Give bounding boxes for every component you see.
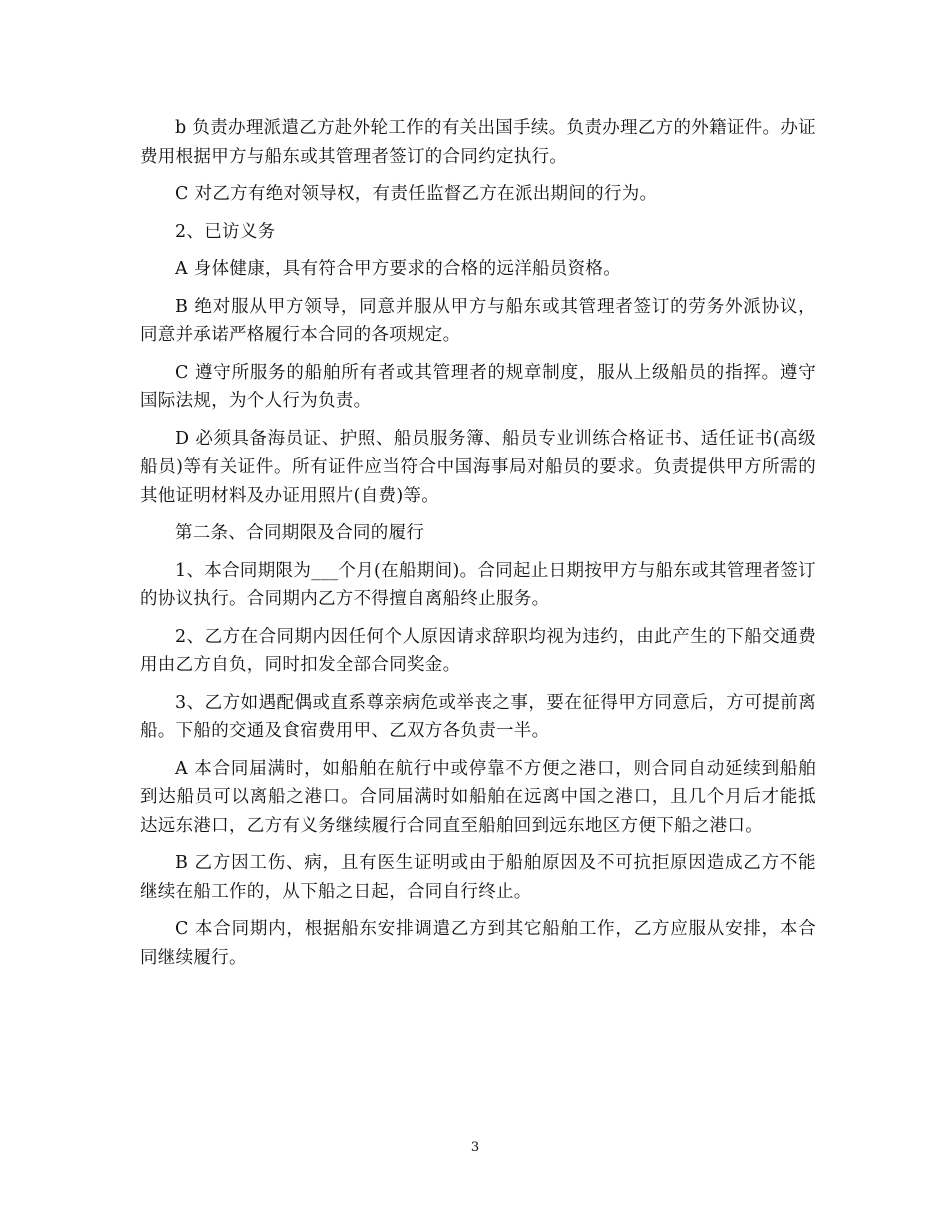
paragraph-b-passport-duties: b 负责办理派遣乙方赴外轮工作的有关出国手续。负责办理乙方的外籍证件。办证费用根据甲方与船东或其管理者签订的合同约定执行。 — [140, 118, 816, 167]
document-body — [140, 114, 816, 981]
paragraph-d-certificates: D 必须具备海员证、护照、船员服务簿、船员专业训练合格证书、适任证书(高级船员)等有关证件。所有证件应当符合中国海事局对船员的要求。负责提供甲方所需的其他证明材料及办证用照片(自费)等。 — [140, 428, 816, 506]
paragraph-b-obey-agreement: B 绝对服从甲方领导，同意并服从甲方与船东或其管理者签订的劳务外派协议，同意并承诺严格履行本合同的各项规定。 — [140, 296, 816, 345]
paragraph-c-reassignment: C 本合同期内，根据船东安排调遣乙方到其它船舶工作，乙方应服从安排，本合同继续履行。 — [140, 919, 816, 968]
paragraph-3-family-emergency: 3、乙方如遇配偶或直系尊亲病危或举丧之事，要在征得甲方同意后，方可提前离船。下船的交通及食宿费用甲、乙双方各负责一半。 — [140, 692, 816, 741]
paragraph-c-regulations: C 遵守所服务的船舶所有者或其管理者的规章制度，服从上级船员的指挥。遵守国际法规，为个人行为负责。 — [140, 362, 816, 411]
page-number: 3 — [470, 1140, 480, 1155]
paragraph-a-health: A 身体健康，具有符合甲方要求的合格的远洋船员资格。 — [175, 259, 621, 279]
paragraph-party-b-obligations-heading: 2、已访义务 — [175, 221, 276, 242]
paragraph-a-contract-expiry: A 本合同届满时，如船舶在航行中或停靠不方便之港口，则合同自动延续到船舶到达船员可以离船之港口。合同届满时如船舶在远离中国之港口，且几个月后才能抵达远东港口，乙方有义务继续履行合同直至船舶回到远东地区方便下船之港口。 — [140, 758, 816, 836]
paragraph-c-leadership: C 对乙方有绝对领导权，有责任监督乙方在派出期间的行为。 — [175, 184, 658, 204]
article-two-heading: 第二条、合同期限及合同的履行 — [175, 523, 425, 543]
paragraph-1-contract-term: 1、本合同期限为___个月(在船期间)。合同起止日期按甲方与船东或其管理者签订的协议执行。合同期内乙方不得擅自离船终止服务。 — [140, 560, 816, 609]
paragraph-b-termination: B 乙方因工伤、病，且有医生证明或由于船舶原因及不可抗拒原因造成乙方不能继续在船工作的，从下船之日起，合同自行终止。 — [140, 853, 816, 902]
paragraph-2-resignation: 2、乙方在合同期内因任何个人原因请求辞职均视为违约，由此产生的下船交通费用由乙方自负，同时扣发全部合同奖金。 — [140, 626, 816, 675]
